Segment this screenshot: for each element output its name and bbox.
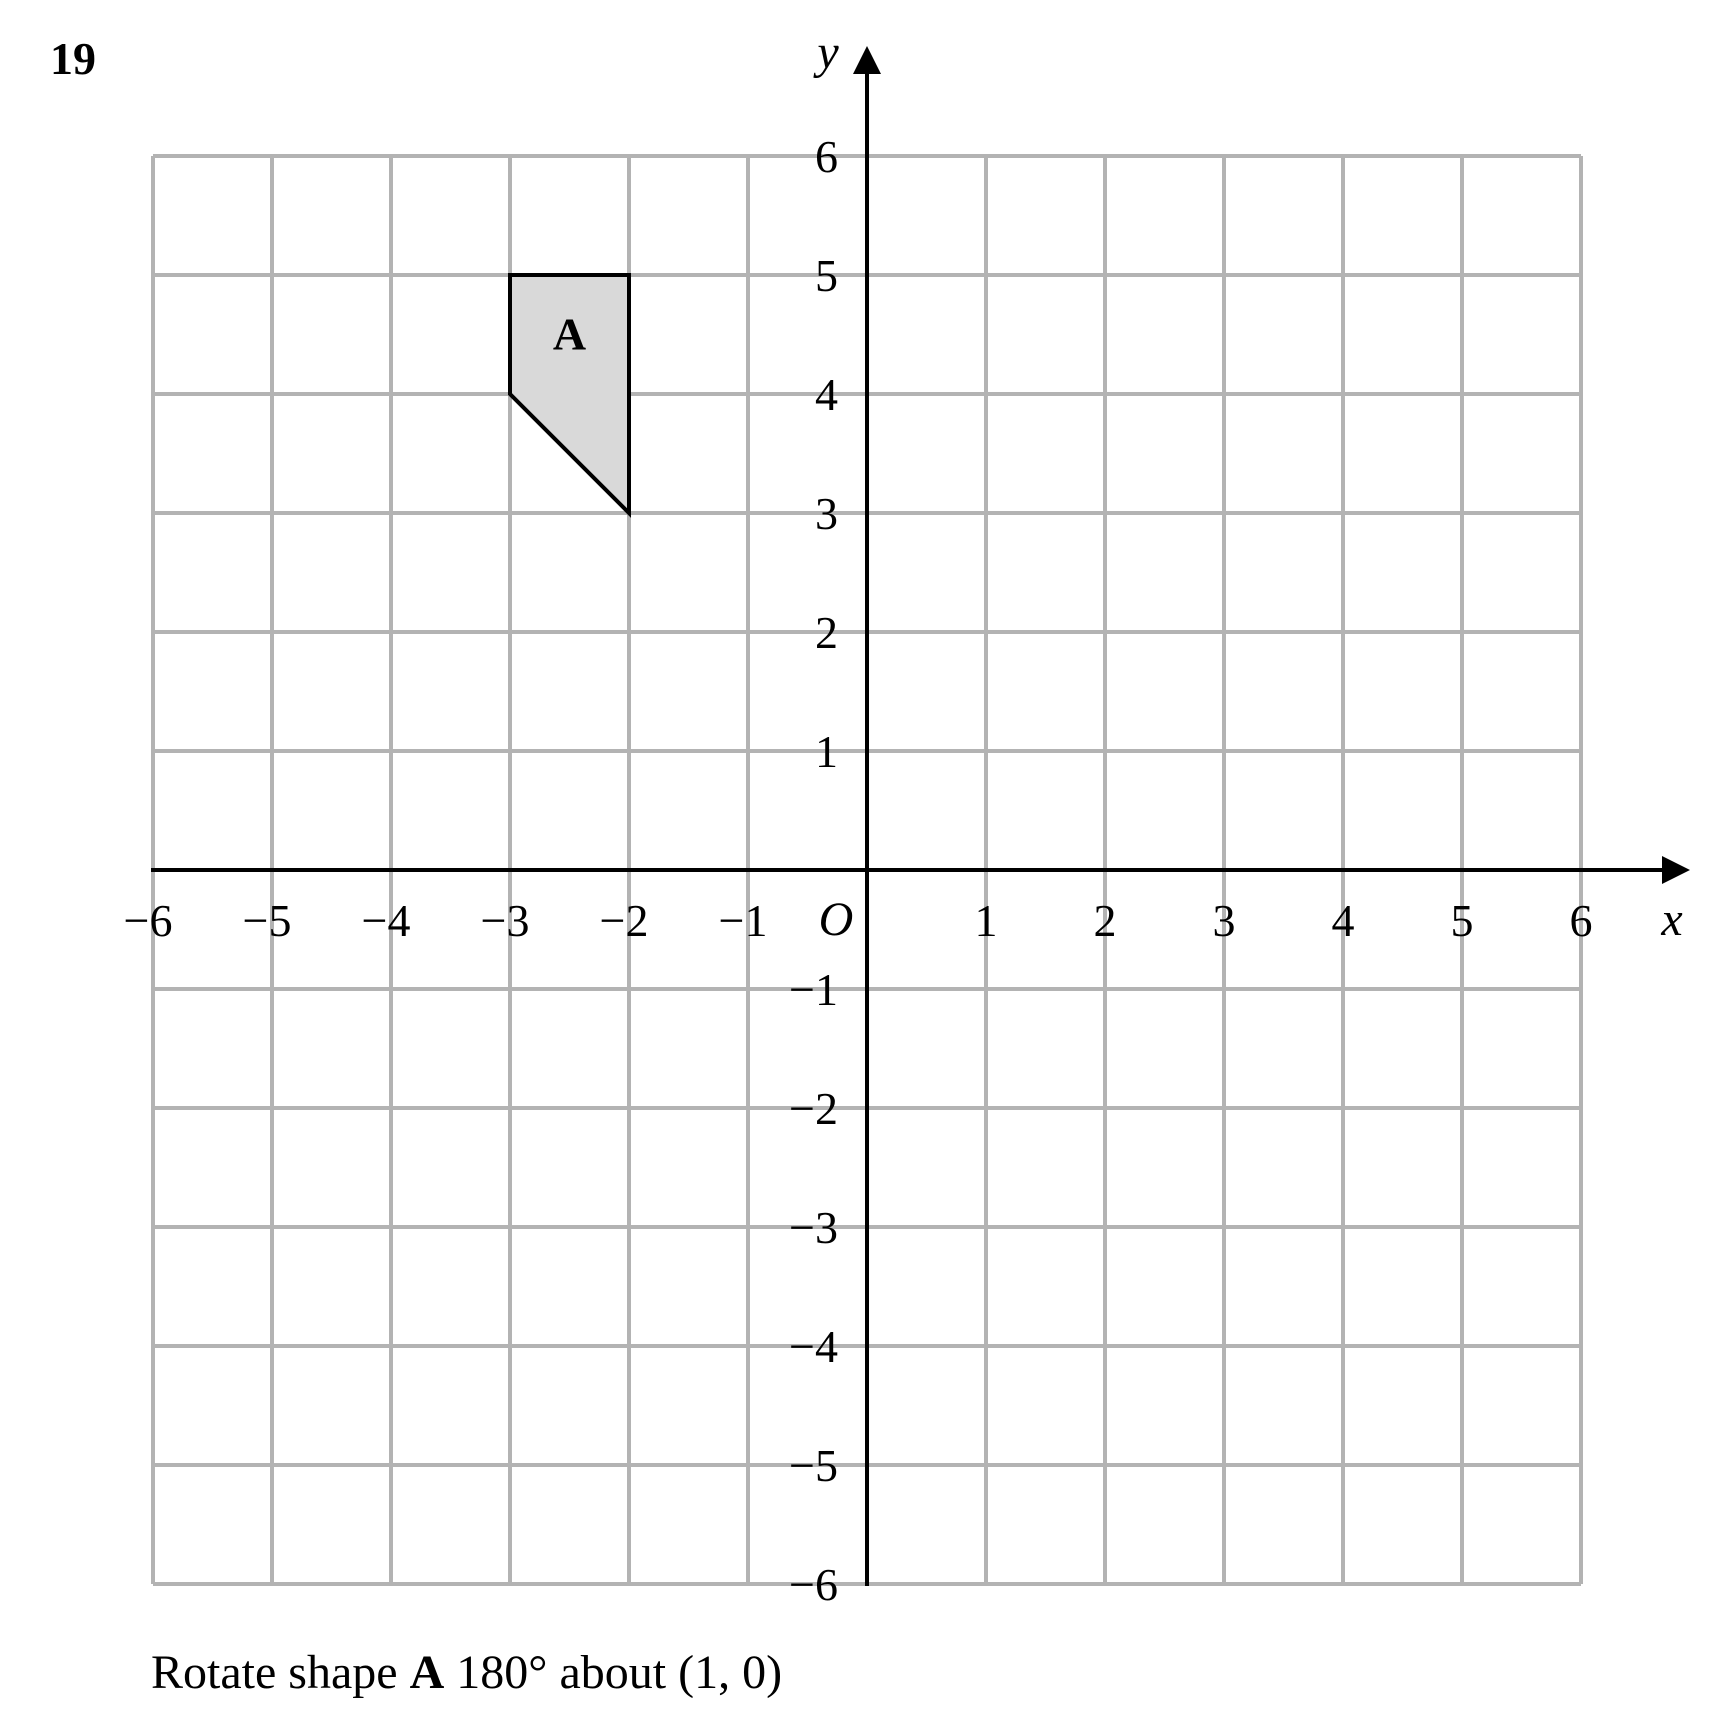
x-tick-label: −5 [242,895,292,946]
tick-labels [124,26,1683,1610]
y-tick-label: 3 [815,488,838,539]
x-tick-label: 6 [1569,895,1593,946]
shapes-layer [510,275,629,513]
shape-a-label: A [552,308,587,360]
x-tick-label: 3 [1212,895,1236,946]
x-tick-label: 1 [974,895,998,946]
x-tick-label: 5 [1450,895,1474,946]
y-tick-label: 4 [815,369,838,420]
y-tick-label: −5 [789,1440,838,1491]
y-tick-label: 6 [815,131,838,182]
y-axis-arrow-icon [853,46,881,74]
x-tick-label: 2 [1093,895,1117,946]
y-tick-label: −6 [789,1559,838,1610]
y-tick-label: −2 [789,1083,838,1134]
x-axis-arrow-icon [1662,856,1690,884]
y-tick-label: −4 [789,1321,838,1372]
instruction-shape-name: A [409,1646,445,1699]
instruction-text [151,1644,782,1702]
instruction-prefix: Rotate shape [151,1646,410,1699]
question-number: 19 [50,33,96,84]
x-tick-label: −2 [599,895,649,946]
x-tick-label: −4 [361,895,411,946]
y-tick-label: −1 [789,964,838,1015]
y-tick-label: 5 [815,250,838,301]
x-tick-label: −3 [480,895,530,946]
y-tick-label: 2 [815,607,838,658]
origin-label: O [818,893,854,946]
y-tick-label: 1 [815,726,838,777]
y-axis-label: y [817,26,839,79]
y-tick-label: −3 [789,1202,838,1253]
x-tick-label: −1 [718,895,768,946]
x-tick-label: 4 [1331,895,1355,946]
x-axis-label: x [1661,893,1683,946]
x-tick-label: −6 [123,895,173,946]
instruction-suffix: 180° about (1, 0) [444,1646,783,1699]
